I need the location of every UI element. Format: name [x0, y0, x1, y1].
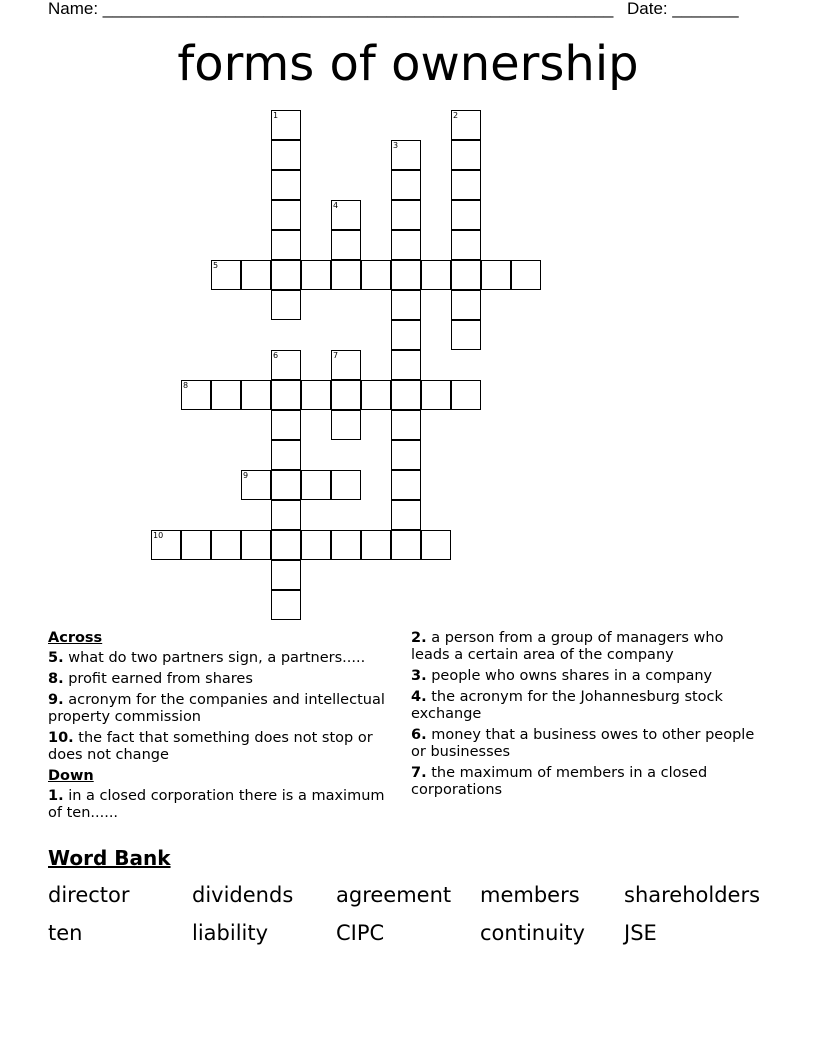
- grid-cell[interactable]: [481, 260, 511, 290]
- grid-cell[interactable]: [451, 170, 481, 200]
- grid-cell[interactable]: [271, 410, 301, 440]
- grid-cell[interactable]: [271, 530, 301, 560]
- grid-cell[interactable]: [331, 230, 361, 260]
- word-bank-word: members: [480, 883, 580, 907]
- word-bank-word: liability: [192, 921, 269, 945]
- cell-number: 4: [333, 201, 339, 210]
- puzzle-title: forms of ownership: [177, 36, 639, 92]
- clue-down-4: [411, 689, 756, 723]
- clue-number: 8.: [48, 671, 64, 687]
- grid-cell[interactable]: [331, 380, 361, 410]
- clue-down-6: [411, 727, 756, 761]
- grid-cell[interactable]: [391, 350, 421, 380]
- clue-number: 6.: [411, 727, 427, 743]
- grid-cell[interactable]: [331, 350, 361, 380]
- grid-cell[interactable]: [451, 110, 481, 140]
- word-bank-word: shareholders: [624, 883, 761, 907]
- grid-cell[interactable]: [391, 140, 421, 170]
- grid-cell[interactable]: [391, 260, 421, 290]
- down-heading: Down: [48, 768, 94, 784]
- grid-cell[interactable]: [391, 410, 421, 440]
- clue-text: the fact that something does not stop or does not change: [48, 730, 373, 763]
- clue-text: acronym for the companies and intellectual property commission: [48, 692, 385, 725]
- word-bank-word: dividends: [192, 883, 294, 907]
- cell-number: 2: [453, 111, 459, 120]
- grid-cell[interactable]: [391, 500, 421, 530]
- word-bank-word: agreement: [336, 883, 452, 907]
- clue-down-1: [48, 788, 393, 822]
- cell-number: 10: [153, 531, 164, 540]
- clue-text: money that a business owes to other people or businesses: [411, 727, 755, 760]
- clue-text: the maximum of members in a closed corporations: [411, 765, 708, 798]
- word-bank-word: continuity: [480, 921, 585, 945]
- clue-text: profit earned from shares: [63, 671, 253, 687]
- grid-cell[interactable]: [271, 110, 301, 140]
- clue-text: in a closed corporation there is a maximum of ten......: [48, 788, 385, 821]
- clue-down-3: [411, 668, 756, 685]
- grid-cell[interactable]: [301, 470, 331, 500]
- grid-cell[interactable]: [271, 440, 301, 470]
- clue-number: 4.: [411, 689, 427, 705]
- grid-cell[interactable]: [391, 320, 421, 350]
- grid-cell[interactable]: [271, 140, 301, 170]
- clue-number: 3.: [411, 668, 427, 684]
- word-bank-word: director: [48, 883, 130, 907]
- grid-cell[interactable]: [241, 260, 271, 290]
- grid-cell[interactable]: [391, 380, 421, 410]
- grid-cell[interactable]: [421, 530, 451, 560]
- grid-cell[interactable]: [271, 500, 301, 530]
- grid-cell[interactable]: [361, 530, 391, 560]
- clue-number: 10.: [48, 730, 74, 746]
- grid-cell[interactable]: [241, 530, 271, 560]
- clue-down-2: [411, 630, 756, 664]
- name-field-line: Name: ______________________________________________________: [48, 0, 614, 18]
- grid-cell[interactable]: [451, 260, 481, 290]
- grid-cell[interactable]: [241, 470, 271, 500]
- grid-cell[interactable]: [271, 170, 301, 200]
- grid-cell[interactable]: [271, 290, 301, 320]
- clue-number: 5.: [48, 650, 64, 666]
- grid-cell[interactable]: [271, 470, 301, 500]
- grid-cell[interactable]: [361, 380, 391, 410]
- cell-number: 1: [273, 111, 279, 120]
- grid-cell[interactable]: [451, 290, 481, 320]
- grid-cell[interactable]: [331, 530, 361, 560]
- grid-cell[interactable]: [271, 260, 301, 290]
- grid-cell[interactable]: [271, 350, 301, 380]
- grid-cell[interactable]: [421, 380, 451, 410]
- clue-across-10: [48, 730, 393, 764]
- grid-cell[interactable]: [331, 410, 361, 440]
- date-field-line: Date: _______: [627, 0, 739, 18]
- grid-cell[interactable]: [421, 260, 451, 290]
- word-bank-word: CIPC: [336, 921, 385, 945]
- clues-column-left: [48, 630, 393, 826]
- grid-cell[interactable]: [211, 530, 241, 560]
- grid-cell[interactable]: [181, 380, 211, 410]
- clue-number: 1.: [48, 788, 64, 804]
- grid-cell[interactable]: [451, 320, 481, 350]
- grid-cell[interactable]: [301, 260, 331, 290]
- grid-cell[interactable]: [391, 440, 421, 470]
- clues-column-right: [411, 630, 756, 803]
- clue-across-5: [48, 650, 393, 667]
- grid-cell[interactable]: [301, 530, 331, 560]
- grid-cell[interactable]: [301, 380, 331, 410]
- cell-number: 9: [243, 471, 249, 480]
- grid-cell[interactable]: [391, 470, 421, 500]
- cell-number: 6: [273, 351, 279, 360]
- clue-down-7: [411, 765, 756, 799]
- grid-cell[interactable]: [391, 290, 421, 320]
- clue-number: 2.: [411, 630, 427, 646]
- clue-number: 7.: [411, 765, 427, 781]
- clue-across-8: [48, 671, 393, 688]
- clue-text: the acronym for the Johannesburg stock exchange: [411, 689, 723, 722]
- word-bank-word: ten: [48, 921, 83, 945]
- clue-text: a person from a group of managers who leads a certain area of the company: [411, 630, 724, 663]
- grid-cell[interactable]: [361, 260, 391, 290]
- clue-number: 9.: [48, 692, 64, 708]
- grid-cell[interactable]: [451, 380, 481, 410]
- grid-cell[interactable]: [271, 230, 301, 260]
- grid-cell[interactable]: [391, 530, 421, 560]
- grid-cell[interactable]: [511, 260, 541, 290]
- across-heading: Across: [48, 630, 103, 646]
- grid-cell[interactable]: [391, 230, 421, 260]
- grid-cell[interactable]: [271, 560, 301, 590]
- grid-cell[interactable]: [451, 140, 481, 170]
- grid-cell[interactable]: [331, 470, 361, 500]
- grid-cell[interactable]: [211, 380, 241, 410]
- grid-cell[interactable]: [331, 260, 361, 290]
- cell-number: 3: [393, 141, 399, 150]
- grid-cell[interactable]: [271, 380, 301, 410]
- grid-cell[interactable]: [271, 590, 301, 620]
- clue-across-9: [48, 692, 393, 726]
- cell-number: 8: [183, 381, 189, 390]
- grid-cell[interactable]: [151, 530, 181, 560]
- word-bank-word: JSE: [624, 921, 657, 945]
- grid-cell[interactable]: [391, 200, 421, 230]
- grid-cell[interactable]: [451, 230, 481, 260]
- grid-cell[interactable]: [391, 170, 421, 200]
- grid-cell[interactable]: [241, 380, 271, 410]
- grid-cell[interactable]: [181, 530, 211, 560]
- cell-number: 5: [213, 261, 219, 270]
- grid-cell[interactable]: [331, 200, 361, 230]
- word-bank-title: Word Bank: [48, 846, 171, 870]
- grid-cell[interactable]: [271, 200, 301, 230]
- cell-number: 7: [333, 351, 339, 360]
- clue-text: what do two partners sign, a partners.....: [63, 650, 366, 666]
- grid-cell[interactable]: [211, 260, 241, 290]
- grid-cell[interactable]: [451, 200, 481, 230]
- clue-text: people who owns shares in a company: [426, 668, 713, 684]
